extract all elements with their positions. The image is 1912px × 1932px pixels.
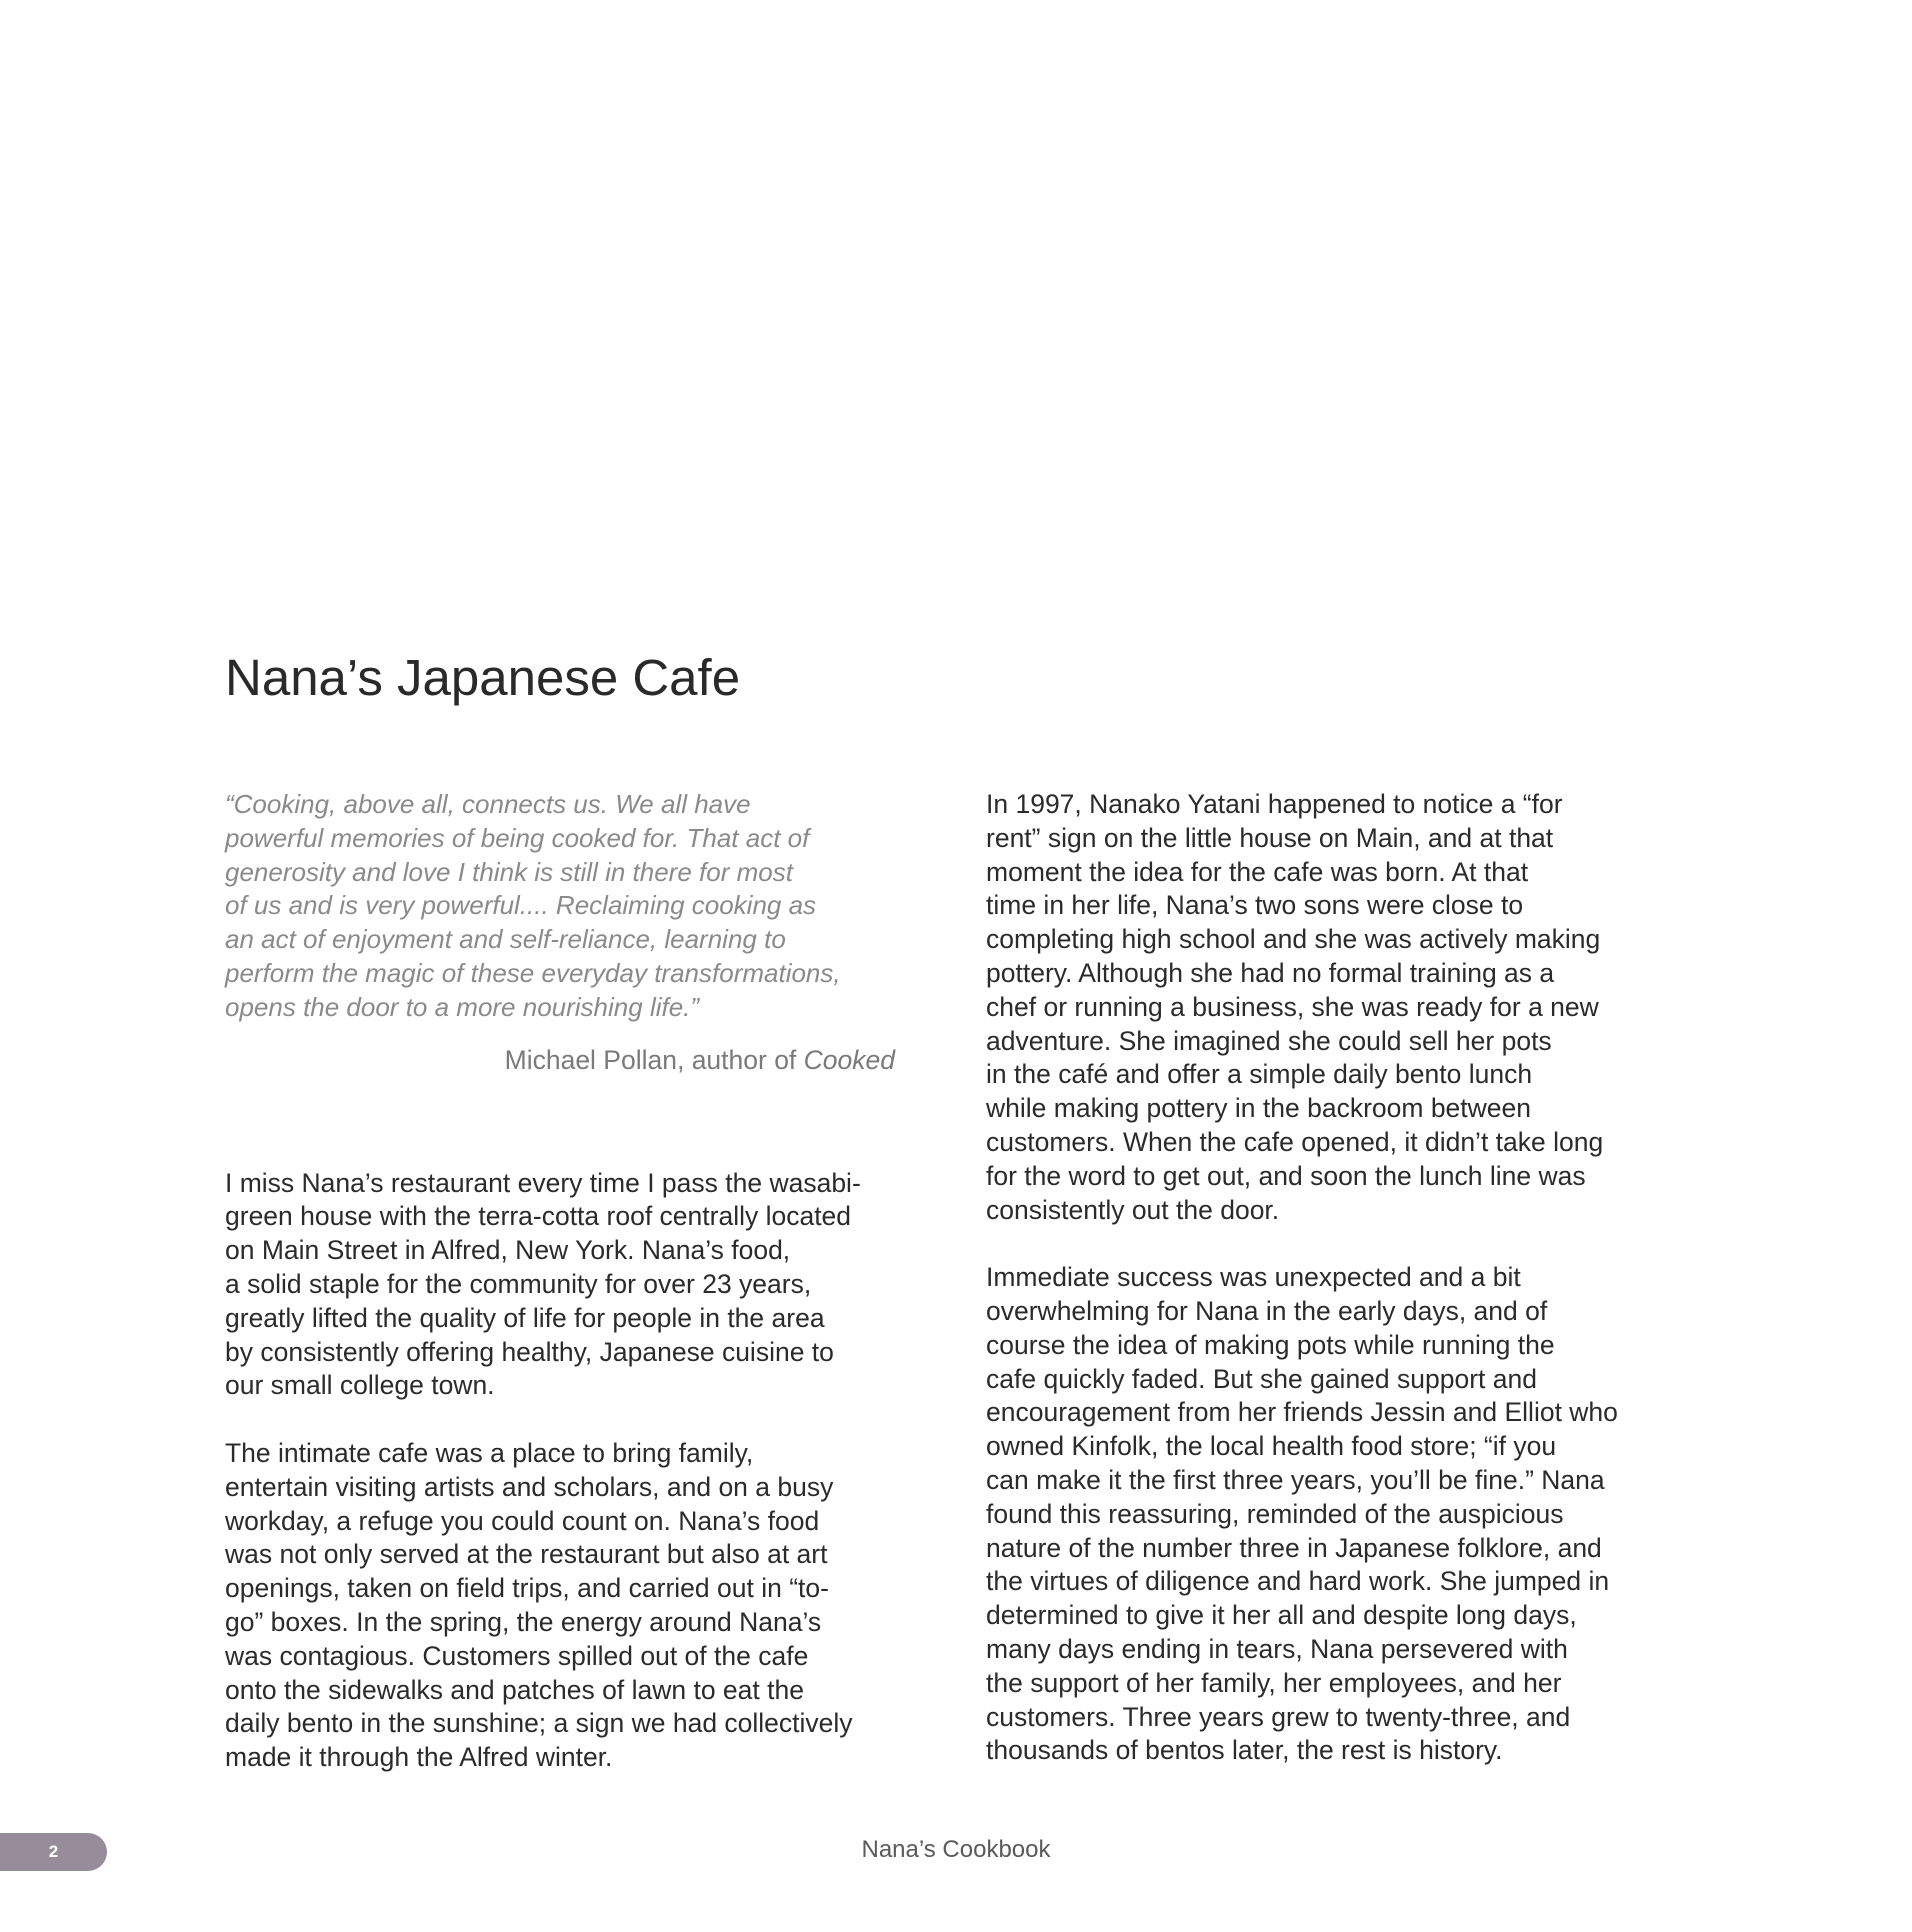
epigraph-quote: “Cooking, above all, connects us. We all have powerful memories of being cooked for. That act of generosity and love I think is still in there for most of us and is very powerful.... Reclaiming cooking as an act of enjoyment and self-reliance, learning to perform the magic of these everyday transformations, opens the door to a more nourishing life.” bbox=[225, 789, 841, 1022]
body-paragraph: I miss Nana’s restaurant every time I pass the wasabi- green house with the terra-cotta roof centrally located on Main Street in Alfred, New York. Nana’s food, a solid staple for the community for over 23 years, greatly lifted the quality of life for people in the area by consistently offering healthy, Japanese cuisine to our small college town. bbox=[225, 1167, 861, 1401]
left-column bbox=[225, 788, 895, 1775]
body-paragraph: The intimate cafe was a place to bring family, entertain visiting artists and scholars, and on a busy workday, a refuge you could count on. Nana’s food was not only served at the restaurant but also at art openings, taken on field trips, and carried out in “to- go” boxes. In the spring, the energy around Nana’s was contagious. Customers spilled out of the cafe onto the sidewalks and patches of lawn to eat the daily bento in the sunshine; a sign we had collectively made it through the Alfred winter. bbox=[225, 1437, 853, 1773]
right-column bbox=[986, 788, 1676, 1768]
epigraph-attribution bbox=[225, 1043, 895, 1077]
body-paragraph: In 1997, Nanako Yatani happened to notice a “for rent” sign on the little house on Main, and at that moment the idea for the cafe was born. At that time in her life, Nana’s two sons were close to completing high school and she was actively making pottery. Although she had no formal training as a chef or running a business, she was ready for a new adventure. She imagined she could sell her pots in the café and offer a simple daily bento lunch while making pottery in the backroom between customers. When the cafe opened, it didn’t take long for the word to get out, and soon the lunch line was consistently out the door. bbox=[986, 789, 1604, 1225]
page-title: Nana’s Japanese Cafe bbox=[225, 649, 741, 706]
attribution-prefix: Michael Pollan, author of bbox=[504, 1044, 804, 1075]
page-number: 2 bbox=[48, 1842, 59, 1861]
running-footer-title: Nana’s Cookbook bbox=[861, 1836, 1051, 1863]
body-paragraph: Immediate success was unexpected and a bit overwhelming for Nana in the early days, and of course the idea of making pots while running the cafe quickly faded. But she gained support and encouragement from her friends Jessin and Elliot who owned Kinfolk, the local health food store; “if you can make it the first three years, you’ll be fine.” Nana found this reassuring, reminded of the auspicious nature of the number three in Japanese folklore, and the virtues of diligence and hard work. She jumped in determined to give it her all and despite long days, many days ending in tears, Nana persevered with the support of her family, her employees, and her customers. Three years grew to twenty-three, and thousands of bentos later, the rest is history. bbox=[986, 1262, 1618, 1766]
attribution-book-title: Cooked bbox=[803, 1044, 895, 1075]
